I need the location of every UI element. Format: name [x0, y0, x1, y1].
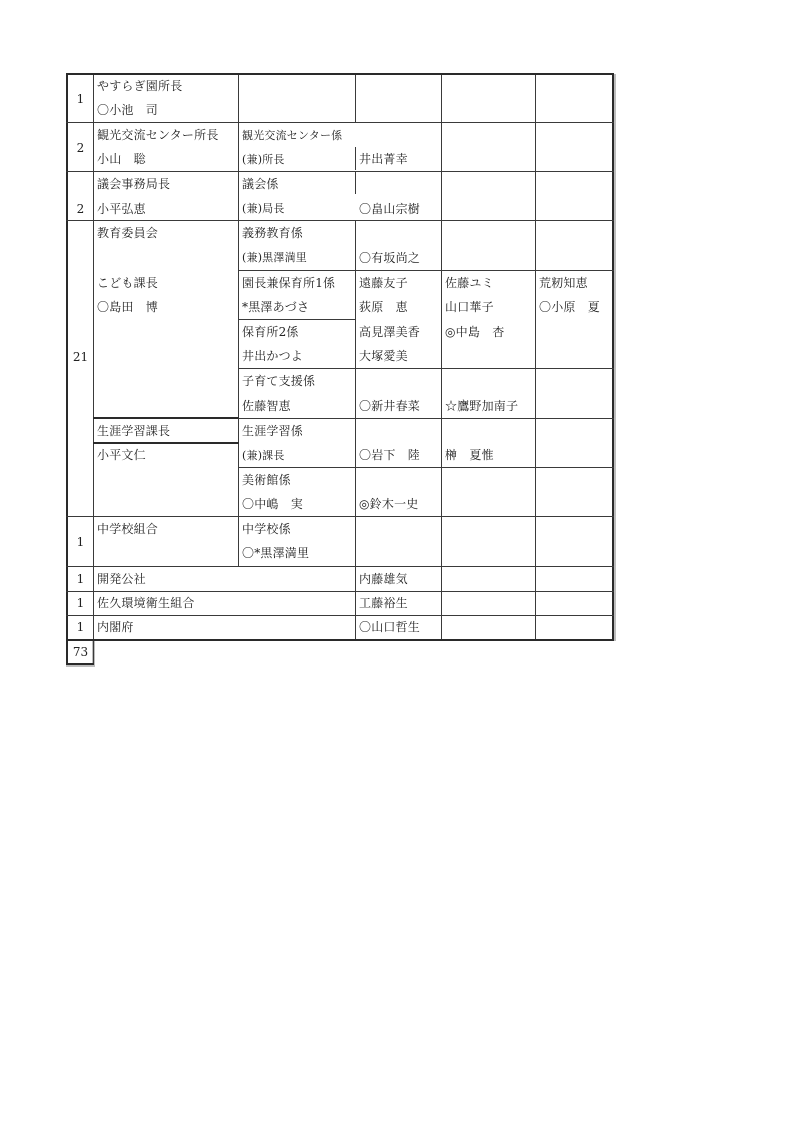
grid-line [66, 171, 614, 172]
grid-line [238, 418, 614, 419]
grid-line [66, 639, 614, 641]
section-head: 〇中嶋 実 [242, 497, 304, 511]
section-head: 〇*黒澤満里 [242, 546, 310, 560]
department-title: 議会事務局長 [97, 177, 171, 191]
staff-member: 高見澤美香 [359, 325, 421, 339]
grid-line [441, 73, 442, 640]
department-title: 中学校組合 [97, 522, 159, 536]
section-head: 井出かつよ [242, 349, 304, 363]
staff-member: 〇新井春菜 [359, 399, 421, 413]
staff-count: 1 [76, 535, 85, 549]
department-title: やすらぎ園所長 [97, 79, 183, 93]
department-title: 開発公社 [97, 572, 146, 586]
grid-line [66, 615, 614, 616]
staff-member: ◎中島 杏 [445, 325, 505, 339]
staff-member: 井出菁幸 [359, 152, 408, 166]
staff-count: 1 [76, 92, 85, 106]
grid-line [355, 221, 356, 640]
grid-line [238, 467, 614, 468]
grid-line [612, 73, 614, 641]
staff-member: 荻原 恵 [359, 300, 408, 314]
staff-member: 山口華子 [445, 300, 494, 314]
department-head: 小山 聡 [97, 152, 146, 166]
staff-count: 2 [76, 202, 85, 216]
department-title: 観光交流センター所長 [97, 128, 219, 142]
section-name: 美術館係 [242, 473, 291, 487]
total-count: 73 [72, 645, 89, 659]
division-head: 小平文仁 [97, 448, 146, 462]
staff-member: 〇畠山宗樹 [359, 202, 421, 216]
staff-member: ☆鷹野加南子 [445, 399, 519, 413]
staff-member: 佐藤ユミ [445, 276, 494, 290]
staff-member: ◎鈴木一史 [359, 497, 419, 511]
department-title: 内閣府 [97, 620, 134, 634]
department-title: 教育委員会 [97, 226, 159, 240]
staff-member: 〇岩下 陸 [359, 448, 421, 462]
section-head: (兼)局長 [242, 202, 285, 215]
section-head: (兼)課長 [242, 449, 285, 462]
grid-line [66, 516, 614, 517]
grid-line [66, 591, 614, 592]
division-head: 〇島田 博 [97, 300, 159, 314]
staff-member: 〇小原 夏 [539, 300, 601, 314]
section-head: (兼)黒澤満里 [242, 251, 307, 264]
section-name: 子育て支援係 [242, 374, 316, 388]
staff-count: 1 [76, 572, 85, 586]
staff-count: 21 [72, 350, 89, 364]
section-name: 生涯学習係 [242, 424, 304, 438]
grid-line [238, 368, 614, 369]
section-head: (兼)所長 [242, 153, 285, 166]
grid-line [93, 417, 239, 419]
grid-line [66, 566, 614, 567]
section-name: 園長兼保育所1係 [242, 276, 336, 290]
grid-line [66, 663, 94, 665]
staff-count: 2 [76, 141, 85, 155]
grid-line [66, 220, 614, 221]
grid-line [66, 122, 614, 123]
department-head: 小平弘恵 [97, 202, 146, 216]
grid-line [355, 172, 356, 194]
division-title: 生涯学習課長 [97, 424, 171, 438]
grid-line [238, 270, 614, 271]
grid-line [355, 73, 356, 122]
staff-member: 榊 夏惟 [445, 448, 494, 462]
section-name: 義務教育係 [242, 226, 304, 240]
staff-member: 大塚愛美 [359, 349, 408, 363]
staff-member: 〇山口哲生 [359, 620, 421, 634]
department-title: 佐久環境衛生組合 [97, 596, 195, 610]
staff-member: 〇有坂尚之 [359, 251, 421, 265]
staff-member: 工藤裕生 [359, 596, 408, 610]
section-name: 議会係 [242, 177, 279, 191]
staff-member: 荒籾知恵 [539, 276, 588, 290]
section-name: 保育所2係 [242, 325, 299, 339]
grid-line [535, 73, 536, 640]
grid-line [238, 319, 355, 320]
grid-line [66, 73, 614, 75]
grid-line [93, 442, 239, 444]
section-name: 観光交流センター係 [242, 129, 343, 142]
staff-member: 内藤雄気 [359, 572, 408, 586]
section-head: 佐藤智恵 [242, 399, 291, 413]
staff-member: 遠藤友子 [359, 276, 408, 290]
division-title: こども課長 [97, 276, 159, 290]
section-name: 中学校係 [242, 522, 291, 536]
section-head: *黒澤あづさ [242, 300, 310, 314]
staff-count: 1 [76, 620, 85, 634]
staff-count: 1 [76, 596, 85, 610]
department-head: 〇小池 司 [97, 103, 159, 117]
grid-line [355, 147, 356, 170]
